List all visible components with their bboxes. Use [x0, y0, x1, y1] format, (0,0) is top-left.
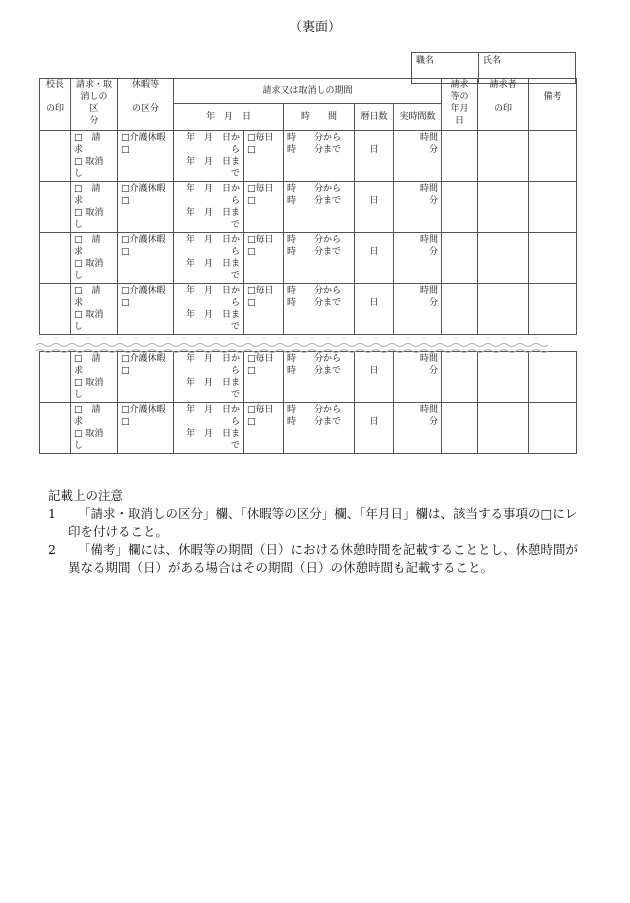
request-cancel-cell[interactable]: □ 請 求 □ 取消 し [71, 233, 118, 284]
daily-cell[interactable]: □毎日 □ [244, 131, 284, 182]
calendar-days-cell[interactable]: 日 [355, 131, 394, 182]
table-row [40, 403, 577, 454]
time-cell[interactable]: 時 分から 時 分まで [284, 233, 355, 284]
leave-type-cell[interactable]: □介護休暇 □ [118, 131, 174, 182]
actual-hours-cell[interactable]: 時間 分 [394, 403, 442, 454]
leave-request-table [39, 78, 577, 454]
time-cell[interactable]: 時 分から 時 分まで [284, 131, 355, 182]
request-date-cell[interactable] [442, 233, 478, 284]
table-break-mark [36, 340, 581, 356]
request-date-cell[interactable] [442, 352, 478, 403]
daily-cell[interactable]: □毎日 □ [244, 403, 284, 454]
requester-seal-cell[interactable] [478, 182, 529, 233]
request-cancel-cell[interactable]: □ 請 求 □ 取消 し [71, 131, 118, 182]
date-cell[interactable]: 年 月 日か ら 年 月 日ま で [174, 131, 244, 182]
name-label: 氏名 [479, 53, 576, 84]
note-item [48, 541, 588, 577]
date-cell[interactable]: 年 月 日か ら 年 月 日ま で [174, 352, 244, 403]
requester-seal-header: 請求者 の印 [478, 79, 529, 131]
note-number: 1 [48, 506, 56, 521]
actual-hours-cell[interactable]: 時間 分 [394, 352, 442, 403]
principal-seal-header: 校長 の印 [40, 79, 71, 131]
remarks-cell[interactable] [529, 284, 577, 335]
calendar-days-cell[interactable]: 日 [355, 403, 394, 454]
request-date-header: 請求 等の 年月 日 [442, 79, 478, 131]
page-title: （裏面） [288, 20, 341, 35]
actual-hours-cell[interactable]: 時間 分 [394, 131, 442, 182]
calendar-days-cell[interactable]: 日 [355, 233, 394, 284]
requester-seal-cell[interactable] [478, 131, 529, 182]
time-cell[interactable]: 時 分から 時 分まで [284, 182, 355, 233]
remarks-cell[interactable] [529, 403, 577, 454]
principal-seal-cell[interactable] [40, 403, 71, 454]
leave-type-cell[interactable]: □介護休暇 □ [118, 233, 174, 284]
request-date-cell[interactable] [442, 182, 478, 233]
note-text: 「請求・取消しの区分」欄、「休暇等の区分」欄、「年月日」欄は、該当する事項の□にレ印を付けること。 [68, 506, 578, 539]
daily-cell[interactable]: □毎日 □ [244, 182, 284, 233]
leave-type-header: 休暇等 の区分 [118, 79, 174, 131]
remarks-cell[interactable] [529, 233, 577, 284]
request-date-cell[interactable] [442, 284, 478, 335]
note-text: 「備考」欄には、休暇等の期間（日）における休憩時間を記載することとし、休憩時間が異なる期間（日）がある場合はその期間（日）の休憩時間も記載すること。 [68, 542, 579, 575]
request-date-cell[interactable] [442, 403, 478, 454]
principal-seal-cell[interactable] [40, 131, 71, 182]
date-cell[interactable]: 年 月 日か ら 年 月 日ま で [174, 403, 244, 454]
daily-cell[interactable]: □毎日 □ [244, 284, 284, 335]
notes-heading: 記載上の注意 [48, 488, 124, 503]
request-date-cell[interactable] [442, 131, 478, 182]
requester-seal-cell[interactable] [478, 284, 529, 335]
table-row [40, 131, 577, 182]
leave-type-cell[interactable]: □介護休暇 □ [118, 182, 174, 233]
actual-hours-cell[interactable]: 時間 分 [394, 284, 442, 335]
ymd-header: 年 月 日 [174, 104, 284, 131]
leave-type-cell[interactable]: □介護休暇 □ [118, 284, 174, 335]
daily-cell[interactable]: □毎日 □ [244, 352, 284, 403]
remarks-cell[interactable] [529, 131, 577, 182]
time-header: 時 間 [284, 104, 355, 131]
requester-seal-cell[interactable] [478, 403, 529, 454]
principal-seal-cell[interactable] [40, 182, 71, 233]
request-cancel-header: 請求・取 消しの 区 分 [71, 79, 118, 131]
remarks-cell[interactable] [529, 352, 577, 403]
date-cell[interactable]: 年 月 日か ら 年 月 日ま で [174, 284, 244, 335]
calendar-days-header: 暦日数 [355, 104, 394, 131]
actual-hours-cell[interactable]: 時間 分 [394, 182, 442, 233]
date-cell[interactable]: 年 月 日か ら 年 月 日ま で [174, 233, 244, 284]
time-cell[interactable]: 時 分から 時 分まで [284, 352, 355, 403]
table-row [40, 284, 577, 335]
request-cancel-cell[interactable]: □ 請 求 □ 取消 し [71, 182, 118, 233]
requester-seal-cell[interactable] [478, 352, 529, 403]
request-cancel-cell[interactable]: □ 請 求 □ 取消 し [71, 284, 118, 335]
date-cell[interactable]: 年 月 日か ら 年 月 日ま で [174, 182, 244, 233]
leave-type-cell[interactable]: □介護休暇 □ [118, 352, 174, 403]
requester-seal-cell[interactable] [478, 233, 529, 284]
actual-hours-header: 実時間数 [394, 104, 442, 131]
note-item [48, 505, 588, 541]
calendar-days-cell[interactable]: 日 [355, 182, 394, 233]
table-row [40, 233, 577, 284]
principal-seal-cell[interactable] [40, 352, 71, 403]
table-row [40, 352, 577, 403]
principal-seal-cell[interactable] [40, 284, 71, 335]
time-cell[interactable]: 時 分から 時 分まで [284, 284, 355, 335]
position-label: 職名 [412, 53, 479, 84]
remarks-header: 備考 [529, 79, 577, 131]
remarks-cell[interactable] [529, 182, 577, 233]
request-cancel-cell[interactable]: □ 請 求 □ 取消 し [71, 352, 118, 403]
leave-type-cell[interactable]: □介護休暇 □ [118, 403, 174, 454]
table-row [40, 182, 577, 233]
time-cell[interactable]: 時 分から 時 分まで [284, 403, 355, 454]
notes-section [48, 487, 588, 577]
calendar-days-cell[interactable]: 日 [355, 352, 394, 403]
calendar-days-cell[interactable]: 日 [355, 284, 394, 335]
note-number: 2 [48, 542, 56, 557]
request-cancel-cell[interactable]: □ 請 求 □ 取消 し [71, 403, 118, 454]
period-header: 請求又は取消しの期間 [174, 79, 442, 104]
principal-seal-cell[interactable] [40, 233, 71, 284]
daily-cell[interactable]: □毎日 □ [244, 233, 284, 284]
actual-hours-cell[interactable]: 時間 分 [394, 233, 442, 284]
